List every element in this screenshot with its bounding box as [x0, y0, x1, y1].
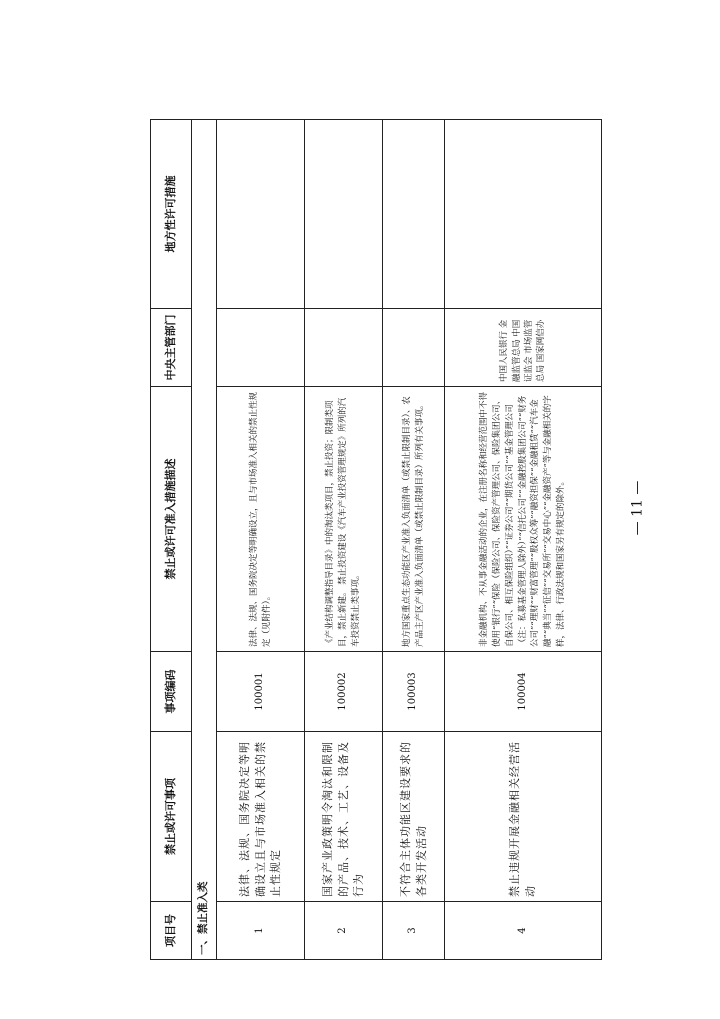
- row-code: 100001: [217, 652, 305, 732]
- row-name: 不符合主体功能区建设要求的各类开发活动: [383, 732, 445, 902]
- table-row: [217, 120, 305, 960]
- row-code: 100004: [445, 652, 602, 732]
- rotated-table-container: [150, 120, 602, 960]
- category-row: [192, 120, 217, 960]
- page-number: — 11 —: [629, 480, 646, 536]
- table-header-row: [151, 120, 192, 960]
- row-desc: 非金融机构、不从事金融活动的企业，在注册名称和经营范围中不得使用“银行”“保险（保险公司、保险资产管理公司、保险集团公司、自保公司、相互保险组织）”“证券公司”“期货公司”“基金管理公司（注：私募基金管理人除外）”“信托公司”“金融控股集团公司”“财务公司”“理财”“财富管理”“股权众筹”“融资担保”“金融租赁”“汽车金融”“典当”“征信”“交易所”“交易中心”“金融资产”等与金融相关的字样，法律、行政法规和国家另有规定的除外。: [445, 387, 602, 652]
- row-local: [445, 120, 602, 309]
- row-dept: 中国人民银行 金融监管总局 中国证监会 市场监管总局 国家网信办: [445, 309, 602, 387]
- row-name: 国家产业政策明令淘汰和限制的产品、技术、工艺、设备及行为: [305, 732, 383, 902]
- row-desc: 《产业结构调整指导目录》中的淘汰类项目，禁止投资；限制类项目，禁止新建。 禁止投资建设《汽车产业投资管理规定》所列的汽车投资禁止类事项。: [305, 387, 383, 652]
- row-local: [383, 120, 445, 309]
- row-dept: [305, 309, 383, 387]
- row-dept: [217, 309, 305, 387]
- table-row: [383, 120, 445, 960]
- row-desc: 地方国家重点生态功能区产业准入负面清单（或禁止限制目录）、农产品主产区产业准入负面清单（或禁止限制目录）所列有关事项。: [383, 387, 445, 652]
- header-item-name: 禁止或许可事项: [151, 732, 192, 902]
- row-no: 4: [445, 902, 602, 960]
- row-no: 1: [217, 902, 305, 960]
- header-desc: 禁止或许可准入措施描述: [151, 387, 192, 652]
- row-no: 2: [305, 902, 383, 960]
- row-local: [305, 120, 383, 309]
- row-code: 100003: [383, 652, 445, 732]
- category-label: 一、禁止准入类: [192, 120, 217, 960]
- row-no: 3: [383, 902, 445, 960]
- row-name: 禁止违规开展金融相关经营活动: [445, 732, 602, 902]
- row-local: [217, 120, 305, 309]
- header-dept: 中央主管部门: [151, 309, 192, 387]
- row-dept: [383, 309, 445, 387]
- header-code: 事项编码: [151, 652, 192, 732]
- row-code: 100002: [305, 652, 383, 732]
- row-name: 法律、法规、国务院决定等明确设立且与市场准入相关的禁止性规定: [217, 732, 305, 902]
- table-row: [305, 120, 383, 960]
- header-local: 地方性许可措施: [151, 120, 192, 309]
- table-row: [445, 120, 602, 960]
- row-desc: 法律、法规、国务院决定等明确设立，且与市场准入相关的禁止性规定（见附件）。: [217, 387, 305, 652]
- negative-list-table: [150, 119, 602, 960]
- header-item-no: 项目号: [151, 902, 192, 960]
